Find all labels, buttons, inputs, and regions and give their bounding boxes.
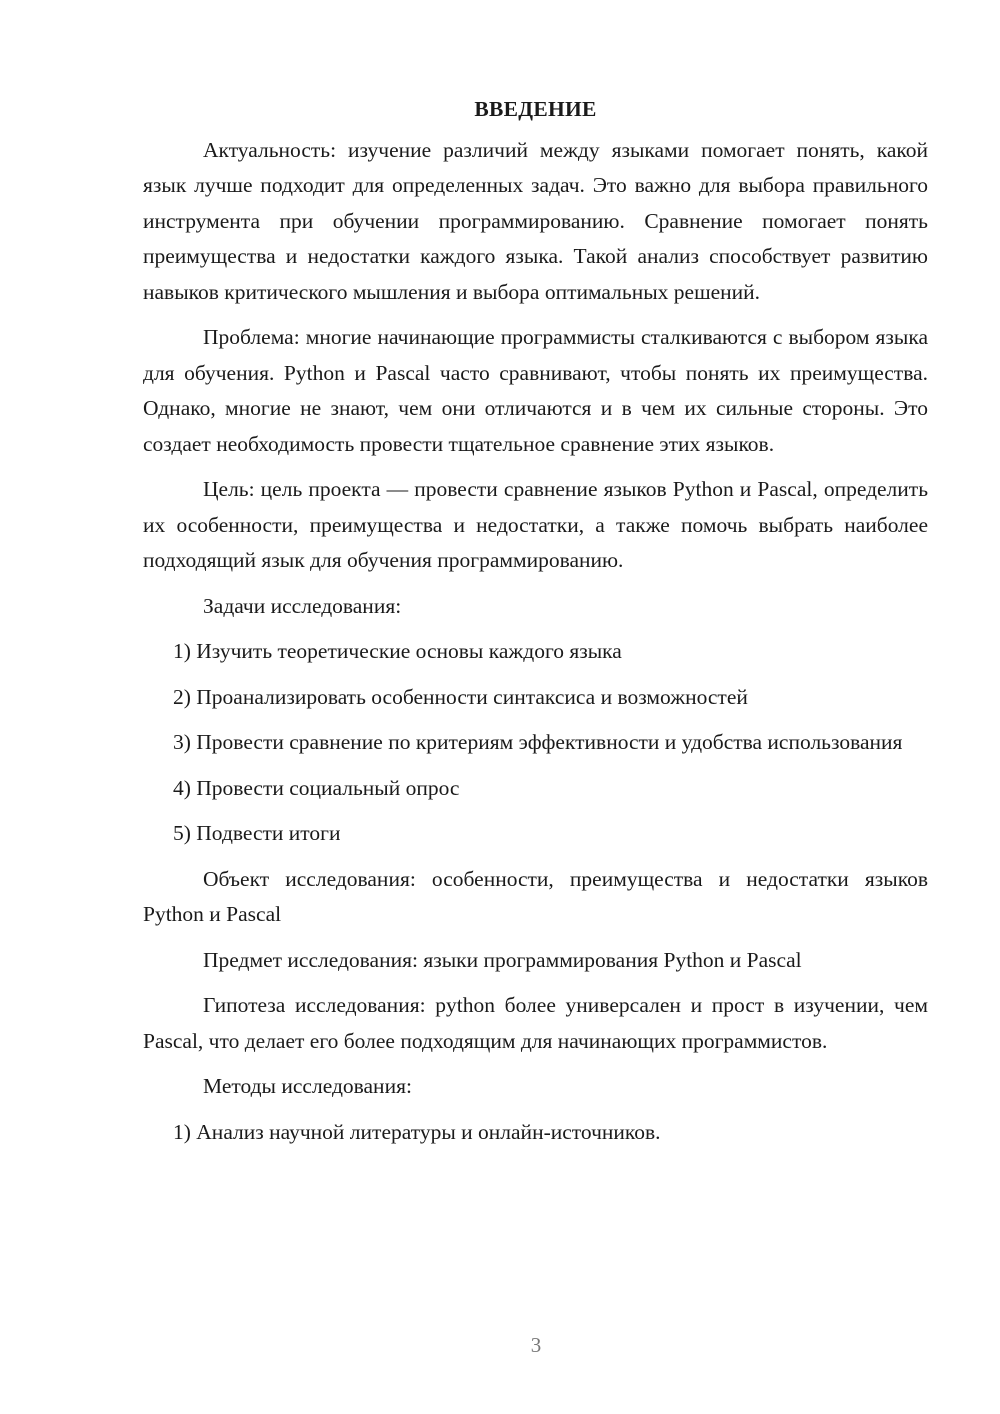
method-item: 1) Анализ научной литературы и онлайн-источников. bbox=[173, 1119, 661, 1144]
tasks-heading: Задачи исследования: bbox=[203, 593, 402, 618]
goal-paragraph: Цель: цель проекта — провести сравнение языков Python и Pascal, определить их особенности, преимущества и недостатки, а также помочь выбрать наиболее подходящий язык для обучения программированию. bbox=[143, 477, 928, 572]
object-paragraph: Объект исследования: особенности, преимущества и недостатки языков Python и Pascal bbox=[143, 866, 928, 926]
task-item: 4) Провести социальный опрос bbox=[173, 775, 460, 800]
hypothesis-paragraph: Гипотеза исследования: python более универсален и прост в изучении, чем Pascal, что делает его более подходящим для начинающих программистов. bbox=[143, 993, 928, 1053]
task-item: 3) Провести сравнение по критериям эффективности и удобства использования bbox=[173, 730, 903, 754]
problem-paragraph: Проблема: многие начинающие программисты сталкиваются с выбором языка для обучения. Python и Pascal часто сравнивают, чтобы понять их преимущества. Однако, многие не знают, чем они отличаются и в чем их сильные стороны. Это создает необходимость провести тщательное сравнение этих языков. bbox=[143, 325, 928, 456]
task-item: 2) Проанализировать особенности синтаксиса и возможностей bbox=[173, 684, 748, 709]
document-page bbox=[143, 92, 928, 1160]
task-item: 5) Подвести итоги bbox=[173, 821, 341, 845]
relevance-paragraph: Актуальность: изучение различий между языками помогает понять, какой язык лучше подходит для определенных задач. Это важно для выбора правильного инструмента при обучении программированию. Сравнение помогает понять преимущества и недостатки каждого языка. Такой анализ способствует развитию навыков критического мышления и выбора оптимальных решений. bbox=[143, 137, 928, 304]
page-title: ВВЕДЕНИЕ bbox=[474, 97, 597, 121]
page-number: 3 bbox=[530, 1333, 542, 1357]
task-item: 1) Изучить теоретические основы каждого языка bbox=[173, 639, 622, 663]
methods-heading: Методы исследования: bbox=[203, 1074, 412, 1098]
subject-paragraph: Предмет исследования: языки программирования Python и Pascal bbox=[203, 947, 802, 972]
